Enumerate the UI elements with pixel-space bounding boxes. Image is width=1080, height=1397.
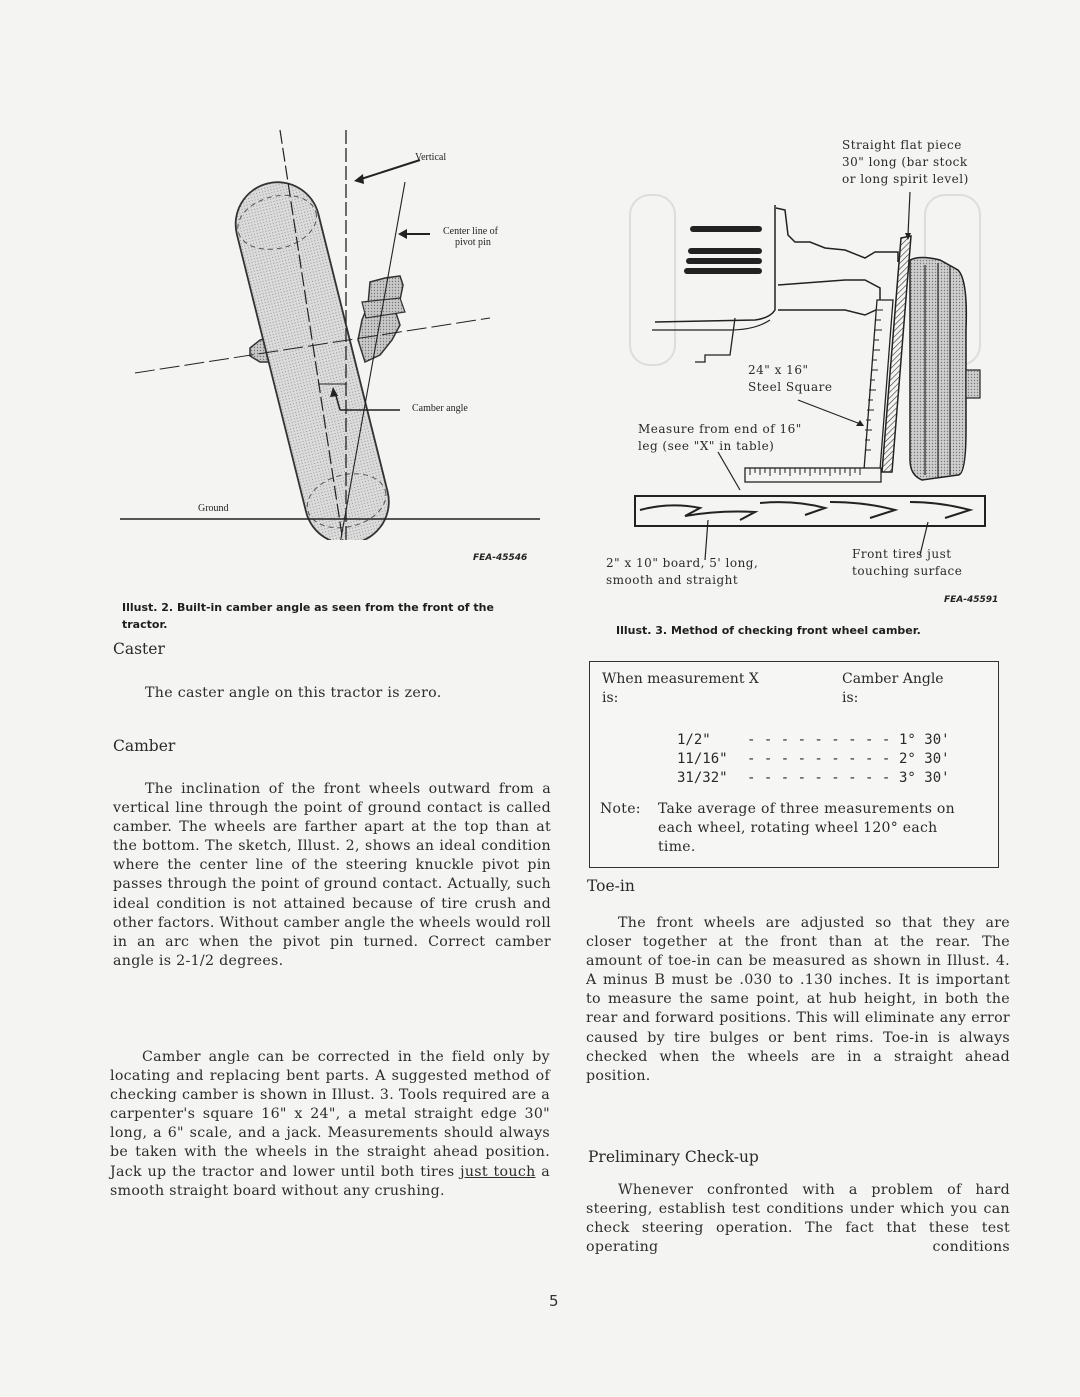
table-note: [600, 800, 990, 857]
heading-toe-in: Toe-in: [587, 877, 635, 895]
label-tires-2: touching surface: [852, 564, 963, 578]
table-row: 31/32" - - - - - - - - - 3° 30': [677, 770, 950, 786]
heading-caster: Caster: [113, 640, 165, 658]
camber-table: [589, 661, 999, 868]
header-camber-angle: Camber Angle is:: [842, 671, 944, 706]
camber-text-2: [110, 1048, 550, 1201]
table-row: 1/2" - - - - - - - - - 1° 30': [677, 732, 950, 748]
label-measure-2: leg (see "X" in table): [638, 439, 775, 453]
note-label: Note:: [600, 801, 641, 817]
page-number: 5: [549, 1292, 559, 1310]
label-board-1: 2" x 10" board, 5' long,: [606, 556, 759, 570]
camber-text-2a: Camber angle can be corrected in the field only by locating and replacing bent parts. A suggested method of checking camber is shown in Illust. 3. Tools required are a carpenter's square 16" x 24", a metal straight edge 30" long, a 6" scale, and a jack. Measurements should always be taken with the wheels in the straight ahead position. Jack up the tractor and lower until both tires: [110, 1049, 550, 1180]
caster-paragraph: [113, 684, 553, 703]
table-row: 11/16" - - - - - - - - - 2° 30': [677, 751, 950, 767]
label-board-2: smooth and straight: [606, 573, 739, 587]
label-pivot-pin: pivot pin: [455, 237, 491, 248]
label-center-line: Center line of: [443, 226, 498, 237]
caster-text: The caster angle on this tractor is zero.: [145, 685, 442, 701]
camber-paragraph-2: [110, 1048, 550, 1201]
toe-in-text: The front wheels are adjusted so that they are closer together at the front than at the rear. The amount of toe-in can be measured as shown in Illust. 4. A minus B must be .030 to .130 inches. It is important to measure the same point, at hub height, in both the rear and forward positions. This will eliminate any error caused by tire bulges or bent rims. Toe-in is always checked when the wheels are in a straight ahead position.: [586, 915, 1010, 1084]
camber-paragraph-1: [113, 780, 551, 971]
figure-id-illust-2: FEA-45546: [473, 553, 528, 563]
camber-diagram: [100, 100, 560, 540]
label-measure-1: Measure from end of 16": [638, 422, 802, 436]
preliminary-paragraph: [586, 1181, 1010, 1257]
label-straight-flat-1: Straight flat piece: [842, 138, 962, 152]
label-ground: Ground: [198, 503, 229, 514]
illustration-3: [580, 130, 1020, 605]
label-vertical: Vertical: [415, 152, 447, 163]
illust-3-caption: Illust. 3. Method of checking front wheel camber.: [616, 624, 921, 637]
table-rows: [677, 731, 987, 788]
illustration-2: [100, 100, 560, 563]
figure-id-illust-3: FEA-45591: [944, 595, 999, 605]
camber-text-1: The inclination of the front wheels outward from a vertical line through the point of ground contact is called camber. The wheels are farther apart at the top than at the bottom. The sketch, Illust. 2, shows an ideal condition where the center line of the steering knuckle pivot pin passes through the point of ground contact. Actually, such ideal condition is not attained because of tire crush and other factors. Without camber angle the wheels would roll in an arc when the pivot pin turned. Correct camber angle is 2-1/2 degrees.: [113, 781, 551, 969]
camber-text-2b: a smooth straight board without any crushing.: [110, 1163, 550, 1199]
label-camber-angle: Camber angle: [412, 403, 468, 414]
header-measurement: When measurement X is:: [602, 671, 759, 706]
label-square-size: 24" x 16": [748, 363, 809, 377]
label-straight-flat-3: or long spirit level): [842, 172, 969, 186]
label-straight-flat-2: 30" long (bar stock: [842, 155, 968, 169]
label-steel-square: Steel Square: [748, 380, 833, 394]
heading-preliminary: Preliminary Check-up: [588, 1148, 759, 1166]
note-text: Take average of three measurements on each wheel, rotating wheel 120° each time.: [658, 801, 955, 855]
camber-text-emphasis: just touch: [460, 1163, 536, 1180]
table-header: [602, 670, 992, 708]
heading-camber: Camber: [113, 737, 176, 755]
preliminary-text: Whenever confronted with a problem of hard steering, establish test conditions under which you can check steering operation. The fact that these test operating conditions: [586, 1182, 1010, 1256]
label-tires-1: Front tires just: [852, 547, 952, 561]
illust-2-caption: Illust. 2. Built-in camber angle as seen from the front of the tractor.: [122, 601, 494, 631]
toe-in-paragraph: [586, 914, 1010, 1086]
